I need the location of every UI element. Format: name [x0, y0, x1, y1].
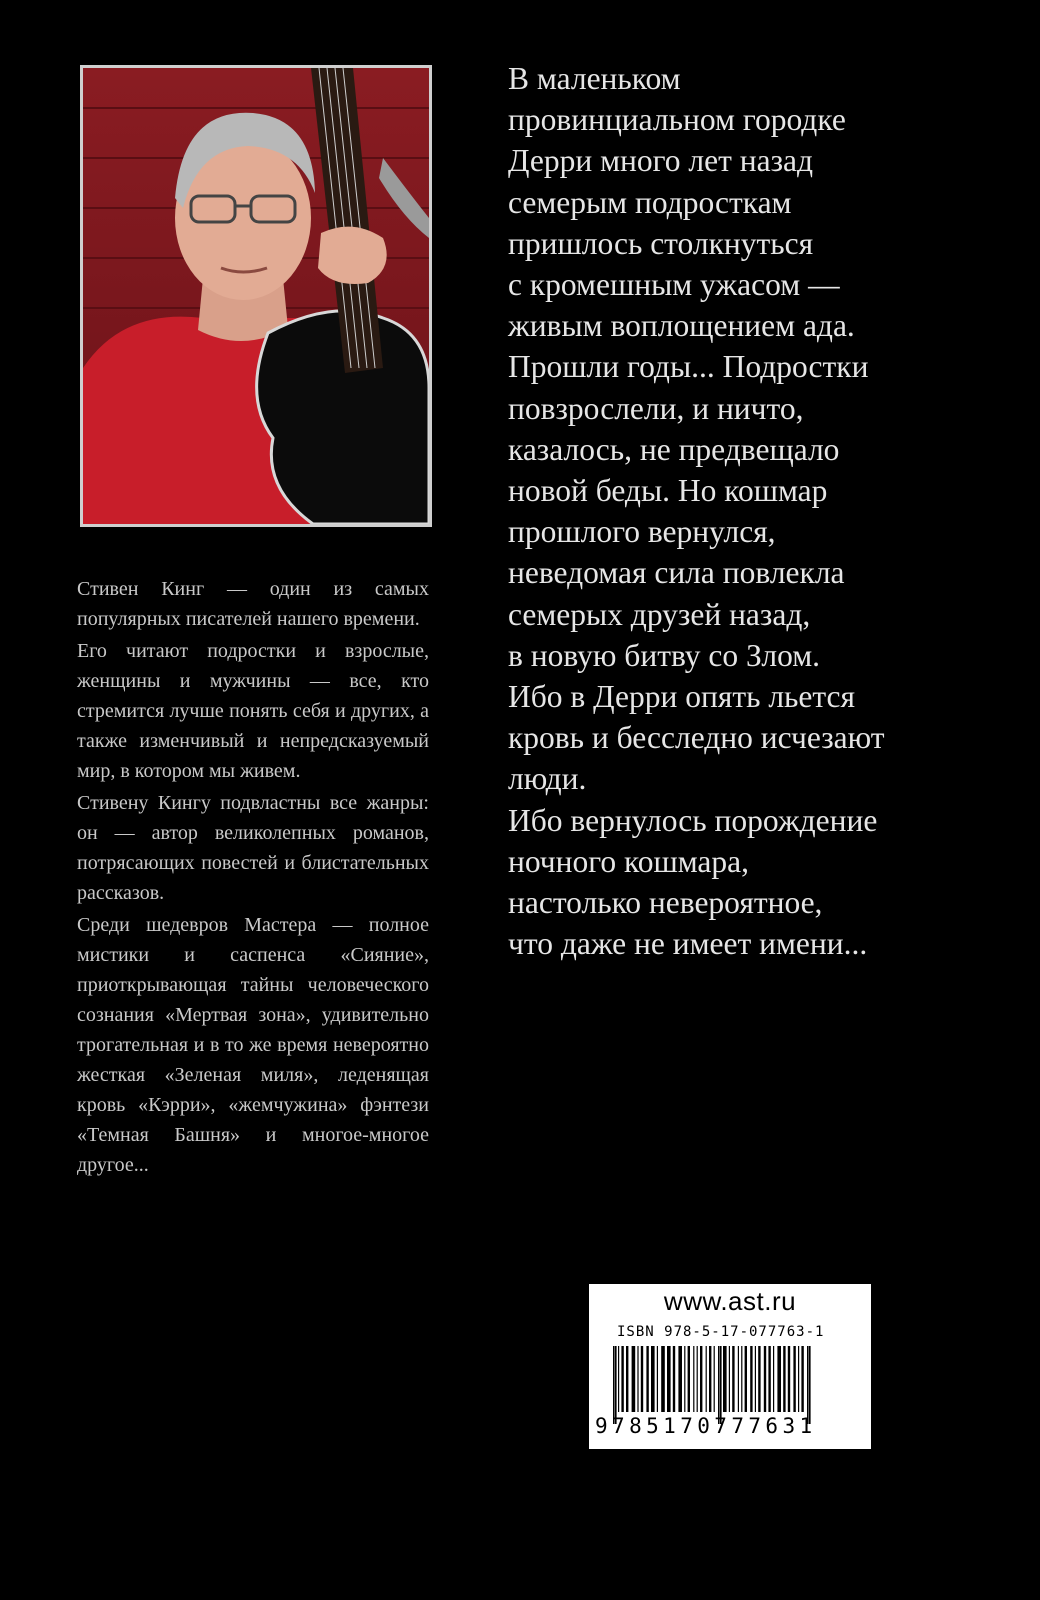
blurb-line: пришлось столкнуться: [508, 225, 814, 261]
bio-paragraph: Стивену Кингу подвластны все жанры: он — автор великолепных романов, потрясающих повестей и блистательных рассказов.: [77, 792, 429, 904]
blurb-line: семерых друзей назад,: [508, 596, 811, 632]
blurb-line: Дерри много лет назад: [508, 143, 814, 179]
bio-paragraph: Его читают подростки и взрослые, женщины и мужчины — все, кто стремится лучше понять себя и других, а также изменчивый и непредсказуемый мир, в котором мы живем.: [77, 640, 429, 782]
author-portrait-image: [83, 68, 429, 524]
blurb-line: новой беды. Но кошмар: [508, 473, 828, 509]
blurb-line: с кромешным ужасом —: [508, 267, 840, 303]
isbn-label: ISBN 978-5-17-077763-1: [617, 1324, 825, 1340]
blurb-line: семерым подросткам: [508, 184, 792, 220]
blurb-text: [508, 58, 978, 964]
bio-paragraph: Среди шедевров Мастера — полное мистики и саспенса «Сияние», приоткрывающая тайны человеческого сознания «Мертвая зона», удивительно трогательная и в то же время невероятно жесткая «Зеленая миля», леденящая кровь «Кэрри», «жемчужина» фэнтези «Темная Башня» и многое-многое другое...: [77, 914, 429, 1176]
blurb-line: Прошли годы... Подростки: [508, 349, 869, 385]
blurb-line: неведомая сила повлекла: [508, 555, 845, 591]
author-photo: [80, 65, 432, 527]
publisher-website: www.ast.ru: [663, 1286, 797, 1316]
blurb-line: живым воплощением ада.: [508, 308, 855, 344]
blurb-line: что даже не имеет имени...: [508, 926, 868, 962]
blurb-line: повзрослели, и ничто,: [508, 390, 804, 426]
blurb-line: В маленьком: [508, 61, 681, 96]
blurb-line: Ибо в Дерри опять льется: [508, 679, 856, 715]
blurb-line: провинциальном городке: [508, 102, 846, 138]
bio-paragraph: Стивен Кинг — один из самых популярных писателей нашего времени.: [77, 578, 429, 630]
barcode-bars: [611, 1346, 851, 1424]
barcode-panel: [589, 1284, 871, 1449]
author-bio: [77, 574, 429, 1182]
blurb-line: в новую битву со Злом.: [508, 637, 821, 673]
book-blurb: [508, 58, 978, 964]
blurb-line: настолько невероятное,: [508, 885, 823, 921]
ean-digits: 9785170777631: [595, 1414, 817, 1438]
blurb-line: Ибо вернулось порождение: [508, 802, 878, 838]
blurb-line: люди.: [508, 761, 587, 797]
blurb-line: ночного кошмара,: [508, 843, 750, 879]
blurb-line: прошлого вернулся,: [508, 514, 776, 550]
blurb-line: казалось, не предвещало: [508, 431, 840, 467]
blurb-line: кровь и бесследно исчезают: [508, 720, 885, 756]
